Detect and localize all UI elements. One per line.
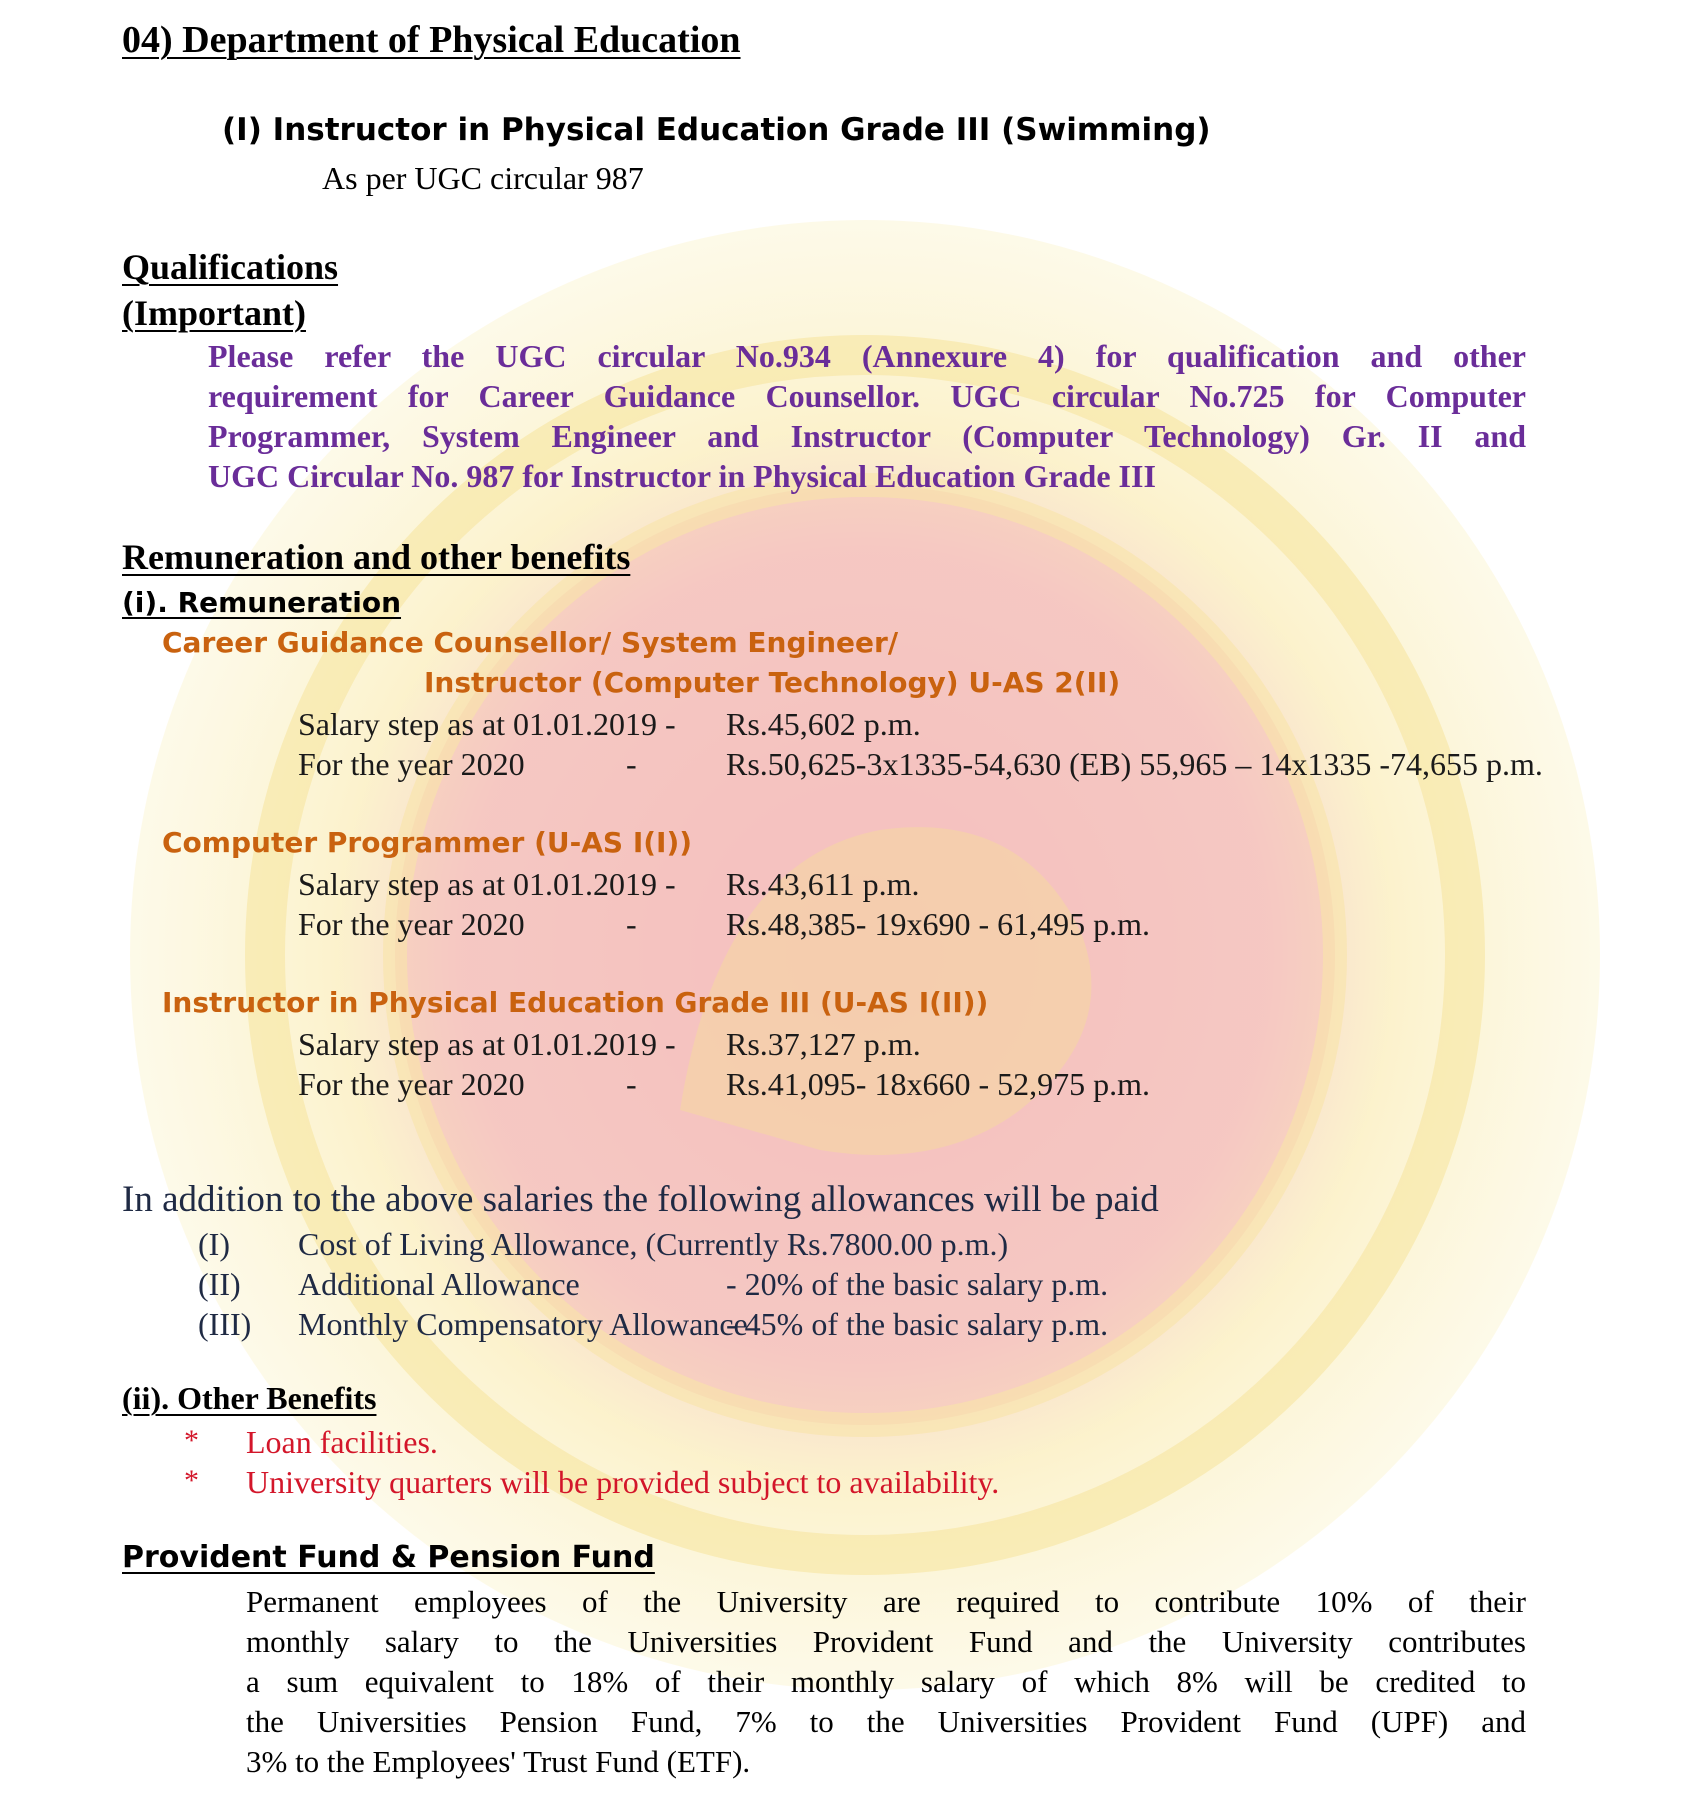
salary-step-value: Rs.43,611 p.m. [726,866,920,902]
position-circular: As per UGC circular 987 [322,160,644,196]
position-title: (I) Instructor in Physical Education Grade III (Swimming) [222,112,1211,148]
allowance-value: - 45% of the basic salary p.m. [726,1306,1109,1342]
provident-line: Permanent employees of the University are required to contribute 10% of their [246,1584,1526,1619]
provident-line: the Universities Pension Fund, 7% to the Universities Provident Fund (UPF) and [246,1704,1526,1739]
bullet-star-icon: * [184,1464,199,1497]
provident-line: 3% to the Employees' Trust Fund (ETF). [246,1744,751,1779]
allowance-label: Additional Allowance [298,1266,580,1302]
remuneration-subheading: (i). Remuneration [122,586,402,619]
provident-fund-text [246,1582,1526,1782]
allowance-number: (III) [198,1306,252,1342]
provident-line: a sum equivalent to 18% of their monthly salary of which 8% will be credited to [246,1664,1526,1699]
salary-year-value: Rs.48,385- 19x690 - 61,495 p.m. [726,906,1150,942]
allowance-number: (I) [198,1226,230,1262]
salary-step-label: Salary step as at 01.01.2019 - [298,1026,676,1062]
allowance-label: Cost of Living Allowance, (Currently Rs.7800.00 p.m.) [298,1226,1009,1262]
salary-step-value: Rs.45,602 p.m. [726,706,921,742]
salary-year-value: Rs.41,095- 18x660 - 52,975 p.m. [726,1066,1150,1102]
remuneration-heading: Remuneration and other benefits [122,537,631,577]
salary-step-label: Salary step as at 01.01.2019 - [298,866,676,902]
allowances-intro: In addition to the above salaries the following allowances will be paid [122,1179,1159,1220]
allowance-number: (II) [198,1266,241,1302]
qualifications-line: Please refer the UGC circular No.934 (Annexure 4) for qualification and other [208,338,1526,374]
salary-step-value: Rs.37,127 p.m. [726,1026,921,1062]
qualifications-line: UGC Circular No. 987 for Instructor in Physical Education Grade III [208,458,1156,494]
qualifications-line: Programmer, System Engineer and Instructor (Computer Technology) Gr. II and [208,418,1526,454]
allowance-label: Monthly Compensatory Allowance [298,1306,748,1342]
qualifications-heading: Qualifications [122,247,339,287]
allowance-value: - 20% of the basic salary p.m. [726,1266,1109,1302]
other-benefits-heading: (ii). Other Benefits [122,1380,377,1416]
salary-year-value: Rs.50,625-3x1335-54,630 (EB) 55,965 – 14x1335 -74,655 p.m. [726,746,1543,782]
benefit-item: Loan facilities. [246,1424,438,1460]
salary-year-dash: - [626,906,637,942]
salary-step-label: Salary step as at 01.01.2019 - [298,706,676,742]
salary-group-title: Career Guidance Counsellor/ System Engineer/ [162,626,899,659]
salary-year-label: For the year 2020 [298,1066,525,1102]
bullet-star-icon: * [184,1424,199,1457]
qualifications-subheading: (Important) [122,293,306,333]
department-heading: 04) Department of Physical Education [122,19,741,61]
salary-year-dash: - [626,746,637,782]
salary-year-label: For the year 2020 [298,906,525,942]
qualifications-text [208,336,1526,496]
provident-fund-heading: Provident Fund & Pension Fund [122,1540,655,1575]
salary-group-title: Instructor in Physical Education Grade III (U-AS I(II)) [162,986,989,1019]
salary-group-title: Computer Programmer (U-AS I(I)) [162,826,693,859]
benefit-item: University quarters will be provided subject to availability. [246,1464,1000,1500]
provident-line: monthly salary to the Universities Provident Fund and the University contributes [246,1624,1526,1659]
salary-year-dash: - [626,1066,637,1102]
qualifications-line: requirement for Career Guidance Counsellor. UGC circular No.725 for Computer [208,378,1526,414]
salary-group-title-line2: Instructor (Computer Technology) U-AS 2(II) [424,666,1121,699]
salary-year-label: For the year 2020 [298,746,525,782]
